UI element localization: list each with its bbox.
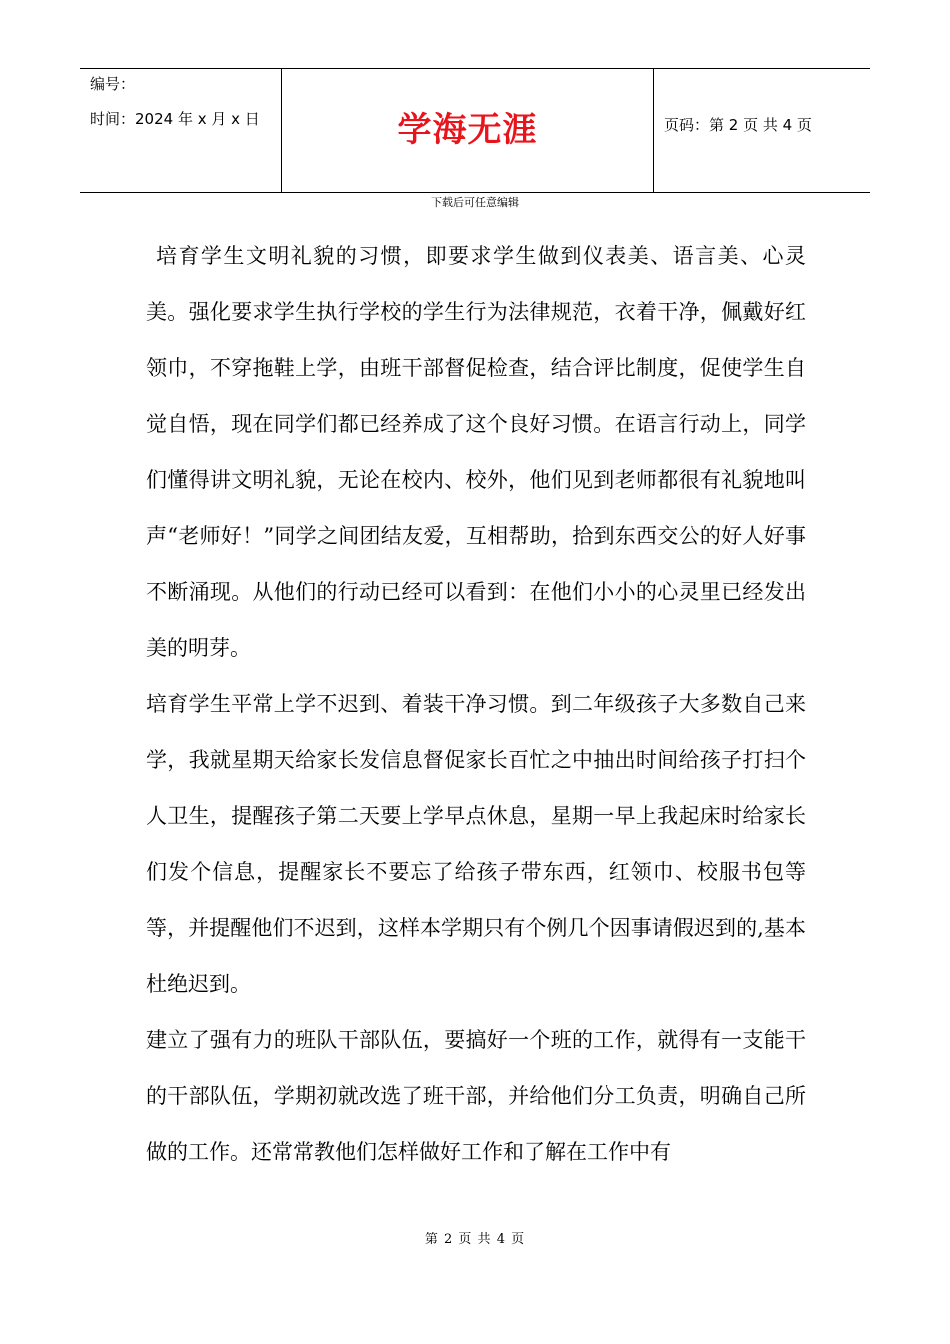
document-time-label: 时间：2024 年 x 月 x 日 xyxy=(90,110,260,128)
document-header xyxy=(80,68,870,193)
paragraph-manners: 培育学生文明礼貌的习惯，即要求学生做到仪表美、语言美、心灵美。强化要求学生执行学校的学生行为法律规范，衣着干净，佩戴好红领巾，不穿拖鞋上学，由班干部督促检查，结合评比制度，促使学生自觉自悟，现在同学们都已经养成了这个良好习惯。在语言行动上，同学们懂得讲文明礼貌，无论在校内、校外，他们见到老师都很有礼貌地叫声“老师好！”同学之间团结友爱，互相帮助，拾到东西交公的好人好事不断涌现。从他们的行动已经可以看到：在他们小小的心灵里已经发出美的明芽。 xyxy=(146,244,806,660)
paragraph-class-leaders: 建立了强有力的班队干部队伍，要搞好一个班的工作，就得有一支能干的干部队伍，学期初就改选了班干部，并给他们分工负责，明确自己所做的工作。还常常教他们怎样做好工作和了解在工作中有 xyxy=(146,1028,806,1164)
paragraph-punctuality: 培育学生平常上学不迟到、着装干净习惯。到二年级孩子大多数自己来学，我就星期天给家长发信息督促家长百忙之中抽出时间给孩子打扫个人卫生，提醒孩子第二天要上学早点休息，星期一早上我起床时给家长们发个信息，提醒家长不要忘了给孩子带东西，红领巾、校服书包等等，并提醒他们不迟到，这样本学期只有个例几个因事请假迟到的,基本杜绝迟到。 xyxy=(146,692,806,996)
edit-note: 下载后可任意编辑 xyxy=(431,196,519,209)
header-middle-cell xyxy=(281,69,654,192)
page-number-label: 页码：第 2 页 共 4 页 xyxy=(664,116,812,134)
page-footer: 第 2 页 共 4 页 xyxy=(424,1232,526,1247)
document-number-label: 编号： xyxy=(90,75,136,93)
document-body xyxy=(146,228,806,1180)
header-right-cell xyxy=(654,69,870,192)
header-left-cell xyxy=(80,69,281,192)
brand-title: 学海无涯 xyxy=(397,110,538,150)
